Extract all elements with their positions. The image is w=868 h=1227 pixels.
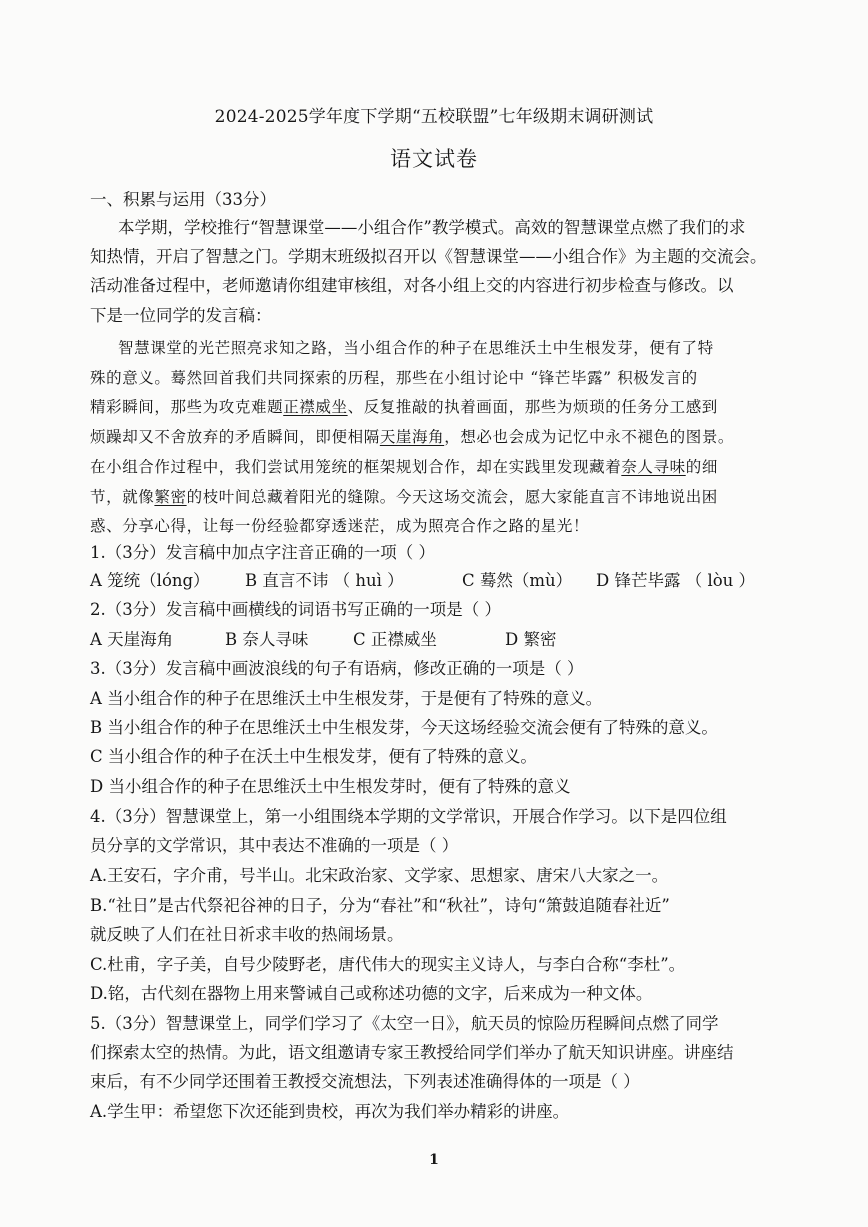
option-c: C 蓦然（mù） xyxy=(462,571,573,590)
speech-line: 智慧课堂的光芒照亮求知之路，当小组合作的种子在思维沃土中生根发芽，便有了特 xyxy=(118,339,714,357)
speech-text: ，想必也会成为记忆中永不褪色的图景。 xyxy=(444,428,735,446)
intro-line: 下是一位同学的发言稿： xyxy=(90,306,272,325)
underlined-word: 天崖海角 xyxy=(379,428,445,446)
speech-line xyxy=(90,485,790,509)
section-heading: 一、积累与运用（33分） xyxy=(90,190,276,209)
speech-line: 惑、分享心得，让每一份经验都穿透迷茫，成为照亮合作之路的星光！ xyxy=(90,517,590,535)
question-1-options xyxy=(90,569,790,593)
question-4-stem: 4.（3分）智慧课堂上，第一小组围绕本学期的文学常识，开展合作学习。以下是四位组 xyxy=(90,807,727,826)
option-a: A 当小组合作的种子在思维沃土中生根发芽，于是便有了特殊的意义。 xyxy=(90,689,603,708)
speech-text: 节，就像 xyxy=(90,488,155,506)
option-b-cont: 就反映了人们在社日祈求丰收的热闹场景。 xyxy=(90,925,404,944)
speech-line: 殊的意义。蓦然回首我们共同探索的历程，那些在小组讨论中 “锋芒毕露” 积极发言的 xyxy=(90,369,698,387)
speech-text: 的枝叶间总藏着阳光的缝隙。今天这场交流会，愿大家能直言不讳地说出困 xyxy=(186,488,718,506)
speech-text: 的细 xyxy=(685,458,718,476)
option-d: D 锋芒毕露 （ lòu ） xyxy=(596,571,756,590)
intro-line: 活动准备过程中，老师邀请你组建审核组，对各小组上交的内容进行初步检查与修改。以 xyxy=(90,276,734,295)
question-2-options xyxy=(90,628,790,652)
question-5-stem: 们探索太空的热情。为此，语文组邀请专家王教授给同学们举办了航天知识讲座。讲座结 xyxy=(90,1043,734,1062)
page-number: 1 xyxy=(429,1152,439,1168)
option-c: C 正襟威坐 xyxy=(353,630,437,649)
speech-text: 烦躁却又不舍放弃的矛盾瞬间，即便相隔 xyxy=(90,428,380,446)
speech-line xyxy=(90,455,790,479)
speech-text: 、反复推敲的执着画面，那些为烦琐的任务分工感到 xyxy=(347,398,718,416)
option-d: D.铭，古代刻在器物上用来警诫自己或称述功德的文字，后来成为一种文体。 xyxy=(90,984,653,1003)
option-a: A 天崖海角 xyxy=(90,630,174,649)
question-2-stem: 2.（3分）发言稿中画横线的词语书写正确的一项是（ ） xyxy=(90,600,501,619)
option-a: A.学生甲：希望您下次还能到贵校，再次为我们举办精彩的讲座。 xyxy=(90,1102,570,1121)
speech-text: 精彩瞬间，那些为攻克难题 xyxy=(90,398,284,416)
option-b: B 奈人寻味 xyxy=(225,630,309,649)
option-c: C 当小组合作的种子在沃土中生根发芽，便有了特殊的意义。 xyxy=(90,747,537,766)
intro-line: 本学期，学校推行“智慧课堂——小组合作”教学模式。高效的智慧课堂点燃了我们的求 xyxy=(118,218,746,237)
exam-title: 2024-2025学年度下学期“五校联盟”七年级期末调研测试 xyxy=(214,107,654,127)
underlined-word: 正襟威坐 xyxy=(283,398,348,416)
option-d: D 繁密 xyxy=(505,630,557,649)
speech-line xyxy=(90,395,790,419)
underlined-word: 奈人寻味 xyxy=(621,458,686,476)
option-b: B 当小组合作的种子在思维沃土中生根发芽，今天这场经验交流会便有了特殊的意义。 xyxy=(90,718,718,737)
question-1-stem: 1.（3分）发言稿中加点字注音正确的一项（ ） xyxy=(90,543,435,562)
option-c: C.杜甫，字子美，自号少陵野老，唐代伟大的现实主义诗人，与李白合称“李杜”。 xyxy=(90,955,686,974)
exam-subtitle: 语文试卷 xyxy=(390,147,478,171)
question-4-stem: 员分享的文学常识，其中表达不准确的一项是（ ） xyxy=(90,836,459,855)
option-a: A.王安石，字介甫，号半山。北宋政治家、文学家、思想家、唐宋八大家之一。 xyxy=(90,866,669,885)
speech-text: 在小组合作过程中，我们尝试用笼统的框架规划合作，却在实践里发现藏着 xyxy=(90,458,622,476)
option-d: D 当小组合作的种子在思维沃土中生根发芽时，便有了特殊的意义 xyxy=(90,777,571,796)
question-5-stem: 束后，有不少同学还围着王教授交流想法，下列表述准确得体的一项是（ ） xyxy=(90,1072,640,1091)
speech-line xyxy=(90,425,790,449)
option-a: A 笼统（lóng） xyxy=(90,571,210,590)
option-b: B 直言不讳 （ huì ） xyxy=(245,571,404,590)
underlined-word: 繁密 xyxy=(154,488,187,506)
question-5-stem: 5.（3分）智慧课堂上，同学们学习了《太空一日》，航天员的惊险历程瞬间点燃了同学 xyxy=(90,1014,719,1033)
question-3-stem: 3.（3分）发言稿中画波浪线的句子有语病，修改正确的一项是（ ） xyxy=(90,659,584,678)
option-b: B.“社日”是古代祭祀谷神的日子，分为“春社”和“秋社”，诗句“箫鼓追随春社近” xyxy=(90,896,670,915)
intro-line: 知热情，开启了智慧之门。学期末班级拟召开以《智慧课堂——小组合作》为主题的交流会。 xyxy=(90,247,767,266)
